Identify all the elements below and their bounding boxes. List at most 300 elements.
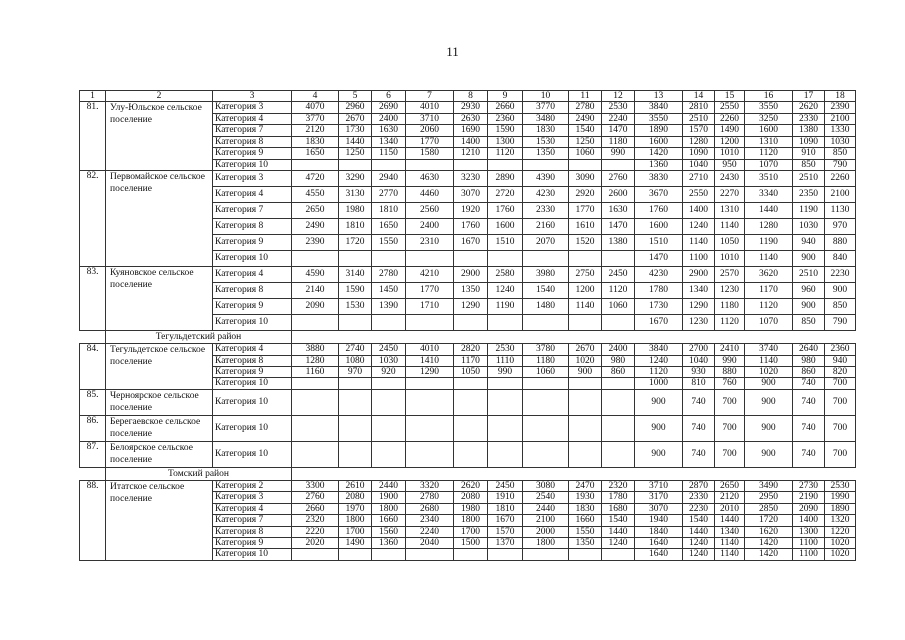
value-cell: 1770 — [406, 283, 454, 299]
value-cell — [292, 549, 339, 560]
value-cell: 2720 — [488, 187, 523, 203]
value-cell — [602, 415, 635, 441]
blank-cell — [635, 331, 683, 344]
value-cell: 900 — [745, 389, 793, 415]
category-cell: Категория 4 — [213, 344, 292, 355]
value-cell: 1140 — [715, 538, 745, 549]
value-cell: 2240 — [602, 113, 635, 124]
value-cell: 1290 — [406, 366, 454, 377]
column-header: 3 — [213, 91, 292, 102]
value-cell: 980 — [602, 355, 635, 366]
value-cell: 4550 — [292, 187, 339, 203]
value-cell: 1760 — [488, 203, 523, 219]
value-cell: 1340 — [683, 283, 715, 299]
category-cell: Категория 10 — [213, 315, 292, 331]
value-cell: 700 — [825, 415, 856, 441]
value-cell: 1770 — [406, 136, 454, 147]
blank-cell — [80, 331, 106, 344]
value-cell — [339, 441, 372, 467]
value-cell: 3490 — [745, 480, 793, 491]
value-cell — [406, 315, 454, 331]
value-cell: 1310 — [745, 136, 793, 147]
value-cell: 1830 — [523, 125, 569, 136]
value-cell: 900 — [793, 299, 825, 315]
value-cell: 4010 — [406, 102, 454, 113]
value-cell: 4230 — [635, 267, 683, 283]
column-header: 7 — [406, 91, 454, 102]
value-cell: 1090 — [793, 136, 825, 147]
column-header: 16 — [745, 91, 793, 102]
value-cell: 1100 — [683, 251, 715, 267]
value-cell: 700 — [825, 378, 856, 389]
value-cell: 1180 — [523, 355, 569, 366]
value-cell: 1600 — [488, 219, 523, 235]
blank-cell — [825, 467, 856, 480]
row-number: 82. — [80, 171, 106, 267]
settlement-name: Первомайское сельское поселение — [106, 171, 213, 267]
category-cell: Категория 9 — [213, 538, 292, 549]
value-cell: 1640 — [635, 538, 683, 549]
table-row — [80, 344, 856, 355]
blank-cell — [339, 467, 372, 480]
value-cell: 1680 — [602, 503, 635, 514]
value-cell: 900 — [745, 415, 793, 441]
district-name: Тегульдетский район — [106, 331, 292, 344]
value-cell: 3070 — [454, 187, 488, 203]
settlement-name: Улу-Юльское сельское поселение — [106, 102, 213, 171]
value-cell: 2100 — [523, 515, 569, 526]
value-cell: 2570 — [715, 267, 745, 283]
value-cell: 1250 — [339, 148, 372, 159]
blank-cell — [602, 467, 635, 480]
value-cell — [569, 441, 602, 467]
value-cell — [602, 389, 635, 415]
value-cell — [488, 415, 523, 441]
settlement-name: Белоярское сельское поселение — [106, 441, 213, 467]
value-cell: 2510 — [793, 267, 825, 283]
value-cell: 1110 — [488, 355, 523, 366]
value-cell — [372, 315, 406, 331]
value-cell: 2510 — [683, 113, 715, 124]
value-cell: 1300 — [488, 136, 523, 147]
value-cell: 840 — [825, 251, 856, 267]
value-cell: 1490 — [715, 125, 745, 136]
value-cell: 2900 — [683, 267, 715, 283]
value-cell: 1530 — [339, 299, 372, 315]
value-cell: 2440 — [372, 480, 406, 491]
value-cell — [569, 251, 602, 267]
value-cell: 1240 — [683, 538, 715, 549]
value-cell: 1040 — [683, 355, 715, 366]
value-cell: 2360 — [825, 344, 856, 355]
value-cell: 1400 — [793, 515, 825, 526]
value-cell: 1180 — [715, 299, 745, 315]
value-cell: 1420 — [635, 148, 683, 159]
settlement-name: Куяновское сельское поселение — [106, 267, 213, 331]
value-cell — [569, 549, 602, 560]
value-cell — [523, 389, 569, 415]
blank-cell — [793, 331, 825, 344]
value-cell: 2670 — [569, 344, 602, 355]
value-cell: 1450 — [372, 283, 406, 299]
column-header: 8 — [454, 91, 488, 102]
value-cell: 1930 — [569, 492, 602, 503]
value-cell: 2080 — [454, 492, 488, 503]
column-header: 13 — [635, 91, 683, 102]
value-cell: 1500 — [454, 538, 488, 549]
value-cell — [406, 159, 454, 170]
value-cell: 1470 — [635, 251, 683, 267]
value-cell: 1670 — [488, 515, 523, 526]
value-cell: 2530 — [488, 344, 523, 355]
value-cell: 960 — [793, 283, 825, 299]
value-cell: 1120 — [745, 299, 793, 315]
value-cell: 1980 — [339, 203, 372, 219]
value-cell: 2690 — [372, 102, 406, 113]
value-cell: 1610 — [569, 219, 602, 235]
value-cell — [523, 378, 569, 389]
value-cell: 1240 — [488, 283, 523, 299]
value-cell: 1290 — [683, 299, 715, 315]
value-cell: 1670 — [454, 235, 488, 251]
table-row — [80, 389, 856, 415]
value-cell — [339, 415, 372, 441]
value-cell: 1710 — [406, 299, 454, 315]
value-cell: 2340 — [406, 515, 454, 526]
value-cell: 1550 — [372, 235, 406, 251]
value-cell: 1660 — [569, 515, 602, 526]
value-cell: 1280 — [292, 355, 339, 366]
value-cell: 1780 — [602, 492, 635, 503]
value-cell: 1370 — [488, 538, 523, 549]
value-cell: 2430 — [715, 171, 745, 187]
value-cell: 3140 — [339, 267, 372, 283]
value-cell: 2780 — [372, 267, 406, 283]
value-cell: 1020 — [825, 538, 856, 549]
value-cell: 1720 — [339, 235, 372, 251]
value-cell: 1810 — [339, 219, 372, 235]
value-cell: 1570 — [488, 526, 523, 537]
value-cell: 1440 — [339, 136, 372, 147]
blank-cell — [683, 331, 715, 344]
value-cell: 700 — [715, 389, 745, 415]
value-cell: 2390 — [825, 102, 856, 113]
value-cell: 1760 — [454, 219, 488, 235]
value-cell: 3830 — [635, 171, 683, 187]
value-cell: 1510 — [488, 235, 523, 251]
value-cell: 2410 — [715, 344, 745, 355]
column-header: 11 — [569, 91, 602, 102]
value-cell: 1770 — [569, 203, 602, 219]
value-cell: 2490 — [292, 219, 339, 235]
row-number: 81. — [80, 102, 106, 171]
blank-cell — [80, 467, 106, 480]
row-number: 87. — [80, 441, 106, 467]
value-cell — [488, 159, 523, 170]
row-number: 86. — [80, 415, 106, 441]
blank-cell — [488, 467, 523, 480]
value-cell: 3620 — [745, 267, 793, 283]
value-cell: 740 — [793, 441, 825, 467]
column-header: 18 — [825, 91, 856, 102]
value-cell — [523, 251, 569, 267]
value-cell: 2700 — [683, 344, 715, 355]
value-cell — [523, 159, 569, 170]
value-cell: 3770 — [523, 102, 569, 113]
value-cell: 2730 — [793, 480, 825, 491]
value-cell: 700 — [715, 441, 745, 467]
value-cell: 3670 — [635, 187, 683, 203]
table-row — [80, 102, 856, 113]
settlement-name: Черноярское сельское поселение — [106, 389, 213, 415]
blank-cell — [292, 331, 339, 344]
value-cell — [339, 315, 372, 331]
value-cell: 970 — [339, 366, 372, 377]
value-cell: 2510 — [793, 171, 825, 187]
value-cell: 1140 — [569, 299, 602, 315]
column-header: 10 — [523, 91, 569, 102]
value-cell: 1510 — [635, 235, 683, 251]
row-number: 83. — [80, 267, 106, 331]
value-cell: 2710 — [683, 171, 715, 187]
value-cell: 1010 — [715, 148, 745, 159]
value-cell: 2950 — [745, 492, 793, 503]
value-cell: 3320 — [406, 480, 454, 491]
category-cell: Категория 8 — [213, 355, 292, 366]
column-header: 1 — [80, 91, 106, 102]
value-cell: 1190 — [745, 235, 793, 251]
value-cell: 1350 — [569, 538, 602, 549]
value-cell: 1060 — [602, 299, 635, 315]
blank-cell — [372, 467, 406, 480]
value-cell: 2120 — [292, 125, 339, 136]
value-cell: 1020 — [745, 366, 793, 377]
value-cell: 3510 — [745, 171, 793, 187]
value-cell: 2330 — [683, 492, 715, 503]
value-cell: 790 — [825, 315, 856, 331]
value-cell: 2070 — [523, 235, 569, 251]
category-cell: Категория 4 — [213, 187, 292, 203]
value-cell: 1140 — [715, 549, 745, 560]
value-cell: 1360 — [635, 159, 683, 170]
value-cell: 2960 — [339, 102, 372, 113]
value-cell: 1090 — [683, 148, 715, 159]
value-cell — [488, 251, 523, 267]
value-cell: 3780 — [523, 344, 569, 355]
value-cell: 970 — [825, 219, 856, 235]
blank-cell — [488, 331, 523, 344]
value-cell: 1300 — [793, 526, 825, 537]
column-header: 2 — [106, 91, 213, 102]
value-cell: 3070 — [635, 503, 683, 514]
value-cell — [454, 389, 488, 415]
value-cell: 2870 — [683, 480, 715, 491]
value-cell: 1620 — [745, 526, 793, 537]
value-cell: 2440 — [523, 503, 569, 514]
value-cell — [569, 159, 602, 170]
value-cell: 2650 — [292, 203, 339, 219]
value-cell: 2260 — [715, 113, 745, 124]
value-cell: 1810 — [488, 503, 523, 514]
value-cell: 2760 — [602, 171, 635, 187]
value-cell: 1050 — [715, 235, 745, 251]
value-cell: 860 — [602, 366, 635, 377]
category-cell: Категория 7 — [213, 125, 292, 136]
value-cell: 790 — [825, 159, 856, 170]
value-cell: 1940 — [635, 515, 683, 526]
value-cell: 2540 — [523, 492, 569, 503]
table-row — [80, 171, 856, 187]
value-cell — [454, 415, 488, 441]
value-cell: 4010 — [406, 344, 454, 355]
value-cell: 2490 — [569, 113, 602, 124]
value-cell: 1830 — [292, 136, 339, 147]
value-cell: 2550 — [715, 102, 745, 113]
value-cell: 1910 — [488, 492, 523, 503]
value-cell: 3770 — [292, 113, 339, 124]
value-cell: 1900 — [372, 492, 406, 503]
value-cell: 1540 — [683, 515, 715, 526]
value-cell: 1920 — [454, 203, 488, 219]
value-cell: 1550 — [569, 526, 602, 537]
value-cell: 850 — [825, 148, 856, 159]
blank-cell — [745, 331, 793, 344]
value-cell — [602, 441, 635, 467]
category-cell: Категория 9 — [213, 366, 292, 377]
value-cell: 1360 — [372, 538, 406, 549]
table-row — [80, 267, 856, 283]
value-cell: 3710 — [406, 113, 454, 124]
blank-cell — [715, 467, 745, 480]
value-cell: 900 — [635, 441, 683, 467]
value-cell: 1890 — [825, 503, 856, 514]
value-cell: 1290 — [454, 299, 488, 315]
value-cell: 2080 — [339, 492, 372, 503]
value-cell: 1410 — [406, 355, 454, 366]
value-cell: 2100 — [825, 187, 856, 203]
value-cell — [523, 441, 569, 467]
value-cell — [602, 159, 635, 170]
value-cell: 4210 — [406, 267, 454, 283]
value-cell — [372, 251, 406, 267]
blank-cell — [569, 331, 602, 344]
blank-cell — [745, 467, 793, 480]
value-cell: 1190 — [793, 203, 825, 219]
value-cell — [454, 251, 488, 267]
table-row — [80, 480, 856, 491]
value-cell: 3090 — [569, 171, 602, 187]
category-cell: Категория 4 — [213, 267, 292, 283]
category-cell: Категория 10 — [213, 378, 292, 389]
value-cell: 2820 — [454, 344, 488, 355]
value-cell: 3710 — [635, 480, 683, 491]
category-cell: Категория 9 — [213, 148, 292, 159]
value-cell — [339, 251, 372, 267]
value-cell: 1250 — [569, 136, 602, 147]
value-cell: 2320 — [602, 480, 635, 491]
value-cell: 2470 — [569, 480, 602, 491]
value-cell: 1400 — [683, 203, 715, 219]
blank-cell — [825, 331, 856, 344]
value-cell: 900 — [569, 366, 602, 377]
value-cell: 2400 — [372, 113, 406, 124]
table-row — [80, 441, 856, 467]
value-cell: 2060 — [406, 125, 454, 136]
value-cell — [569, 415, 602, 441]
value-cell: 1040 — [683, 159, 715, 170]
value-cell: 1280 — [683, 136, 715, 147]
value-cell: 1080 — [339, 355, 372, 366]
value-cell: 3480 — [523, 113, 569, 124]
settlement-name: Берегаевское сельское поселение — [106, 415, 213, 441]
value-cell: 880 — [825, 235, 856, 251]
value-cell: 940 — [825, 355, 856, 366]
value-cell: 2550 — [683, 187, 715, 203]
category-cell: Категория 3 — [213, 102, 292, 113]
value-cell: 980 — [793, 355, 825, 366]
value-cell: 1580 — [406, 148, 454, 159]
value-cell: 4390 — [523, 171, 569, 187]
value-cell: 2100 — [825, 113, 856, 124]
value-cell: 2120 — [715, 492, 745, 503]
category-cell: Категория 9 — [213, 299, 292, 315]
category-cell: Категория 3 — [213, 492, 292, 503]
value-cell — [372, 415, 406, 441]
value-cell: 1030 — [793, 219, 825, 235]
blank-cell — [715, 331, 745, 344]
column-header: 12 — [602, 91, 635, 102]
blank-cell — [339, 331, 372, 344]
value-cell — [406, 378, 454, 389]
value-cell: 1390 — [372, 299, 406, 315]
column-header: 17 — [793, 91, 825, 102]
value-cell: 1380 — [602, 235, 635, 251]
value-cell: 2850 — [745, 503, 793, 514]
value-cell: 1650 — [292, 148, 339, 159]
value-cell: 2400 — [406, 219, 454, 235]
value-cell: 1010 — [715, 251, 745, 267]
value-cell: 1530 — [523, 136, 569, 147]
value-cell: 1470 — [602, 125, 635, 136]
value-cell: 2230 — [683, 503, 715, 514]
row-number: 85. — [80, 389, 106, 415]
value-cell: 2680 — [406, 503, 454, 514]
category-cell: Категория 3 — [213, 171, 292, 187]
value-cell: 1070 — [745, 159, 793, 170]
category-cell: Категория 8 — [213, 219, 292, 235]
value-cell — [292, 251, 339, 267]
value-cell — [602, 251, 635, 267]
value-cell: 1420 — [745, 549, 793, 560]
category-cell: Категория 10 — [213, 159, 292, 170]
district-row — [80, 331, 856, 344]
value-cell: 1560 — [372, 526, 406, 537]
value-cell: 4230 — [523, 187, 569, 203]
value-cell: 1280 — [745, 219, 793, 235]
value-cell: 2580 — [488, 267, 523, 283]
value-cell — [339, 549, 372, 560]
value-cell — [372, 389, 406, 415]
value-cell: 3840 — [635, 344, 683, 355]
value-cell: 1800 — [523, 538, 569, 549]
value-cell — [488, 549, 523, 560]
value-cell: 740 — [683, 389, 715, 415]
value-cell: 2350 — [793, 187, 825, 203]
value-cell: 1540 — [602, 515, 635, 526]
value-cell: 900 — [745, 378, 793, 389]
value-cell: 3340 — [745, 187, 793, 203]
value-cell — [339, 389, 372, 415]
